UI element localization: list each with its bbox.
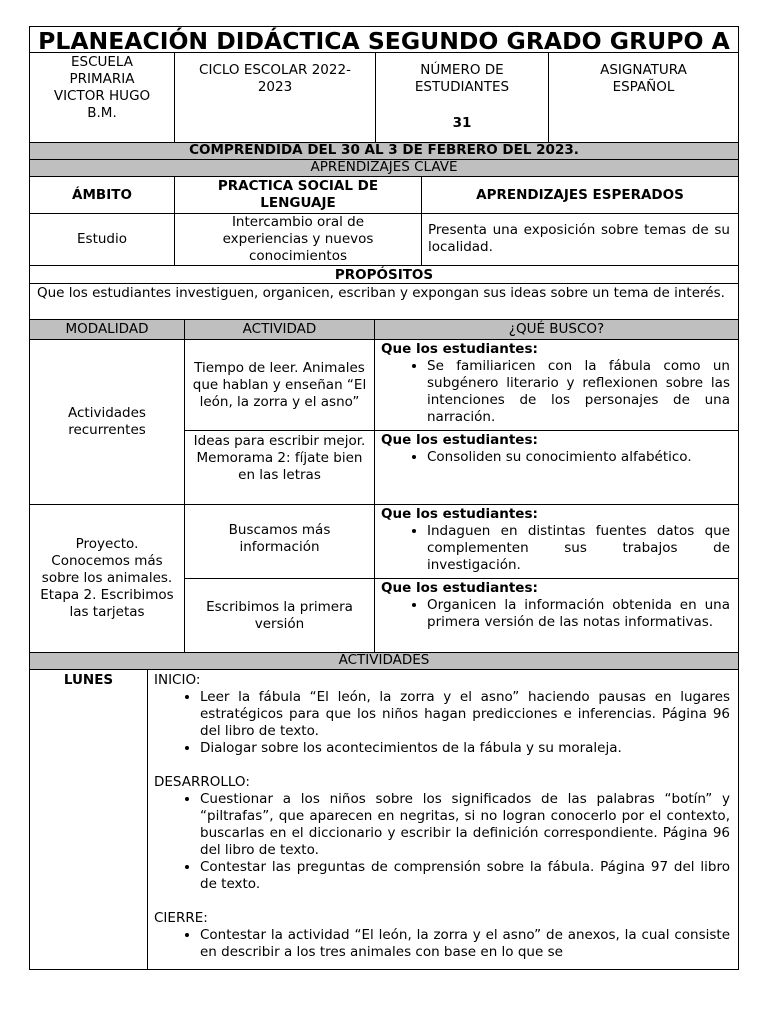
practica-value: Intercambio oral de experiencias y nuevos conocimientos [222,214,374,264]
busco-list [381,358,730,426]
actividad-header-label: ACTIVIDAD [242,321,317,337]
students-cell [376,53,549,142]
esperados-cell [422,214,738,265]
modalidad-value: Proyecto. Conocemos más sobre los animales. Etapa 2. Escribimos las tarjetas [40,536,174,620]
busco-list [381,597,730,631]
busco-header [375,320,738,339]
document-title: PLANEACIÓN DIDÁCTICA SEGUNDO GRADO GRUPO A [38,27,730,55]
school-cell [30,53,175,142]
busco-item: • Consoliden su conocimiento alfabético. [427,449,730,466]
busco-list [381,523,730,574]
busco-item: • Organicen la información obtenida en una primera versión de las notas informativas. [427,597,730,631]
actividad-value: Buscamos más información [228,522,331,555]
school-cycle: CICLO ESCOLAR 2022-2023 [199,62,351,95]
key-learning-content-row [29,214,739,266]
inicio-list [154,689,730,757]
busco-list [381,449,730,466]
ambito-cell [30,214,175,265]
modalidad-header-label: MODALIDAD [65,321,149,337]
practica-header-label: PRACTICA SOCIAL DE LENGUAJE [217,178,379,211]
day-label: LUNES [63,672,114,688]
activities-heading: ACTIVIDADES [338,652,430,668]
purposes-text: Que los estudiantes investiguen, organicen, escriban y expongan sus ideas sobre un tema de interés. [37,285,725,301]
activity-group-recurrent [29,340,739,505]
busco-item: • Se familiaricen con la fábula como un subgénero literario y reflexionen sobre las intenciones de los personajes de una narración. [427,358,730,426]
desarrollo-label: DESARROLLO: [154,774,250,790]
modalidad-header [30,320,185,339]
title-row [29,26,739,53]
school-name: ESCUELA PRIMARIA VICTOR HUGO B.M. [53,54,151,121]
ambito-header-label: ÁMBITO [72,186,132,203]
actividad-cell [185,505,375,578]
modalidad-cell [30,340,185,504]
day-content [148,670,738,969]
day-row [29,670,739,970]
busco-cell [375,340,738,430]
busco-header-label: ¿QUÉ BUSCO? [508,321,605,337]
purposes-heading: PROPÓSITOS [334,267,434,283]
day-cell [30,670,148,969]
actividad-value: Tiempo de leer. Animales que hablan y enseñan “El león, la zorra y el asno” [192,359,367,410]
practica-cell [175,214,422,265]
busco-cell [375,431,738,504]
key-learning-heading: APRENDIZAJES CLAVE [310,159,458,175]
period-row [29,143,739,160]
busco-lead: Que los estudiantes: [381,432,538,448]
ambito-header [30,177,175,213]
modalidad-value: Actividades recurrentes [68,405,146,438]
purposes-heading-row [29,266,739,284]
activities-table-header [29,320,739,340]
inicio-item: • Dialogar sobre los acontecimientos de la fábula y su moraleja. [200,740,730,757]
practica-header [175,177,422,213]
esperados-value: Presenta una exposición sobre temas de su localidad. [428,222,730,255]
actividad-header [185,320,375,339]
cierre-list [154,927,730,961]
actividad-cell [185,431,375,504]
purposes-text-row [29,284,739,320]
desarrollo-item: • Contestar las preguntas de comprensión sobre la fábula. Página 97 del libro de texto. [200,859,730,893]
info-row [29,53,739,143]
cierre-label: CIERRE: [154,910,208,926]
students-count: 31 [452,115,472,131]
cierre-item: • Contestar la actividad “El león, la zorra y el asno” de anexos, la cual consiste en describir a los tres animales con base en lo que se [200,927,730,961]
ambito-value: Estudio [77,231,127,247]
busco-lead: Que los estudiantes: [381,580,538,596]
period-text: COMPRENDIDA DEL 30 AL 3 DE FEBRERO DEL 2023. [189,142,579,158]
actividad-value: Escribimos la primera versión [206,599,353,632]
inicio-label: INICIO: [154,672,201,688]
busco-cell [375,579,738,652]
modalidad-cell [30,505,185,652]
busco-lead: Que los estudiantes: [381,341,538,357]
desarrollo-item: • Cuestionar a los niños sobre los significados de las palabras “botín” y “piltrafas”, que aparecen en negritas, si no logran conocerlo por el contexto, buscarlas en el diccionario y escribir la definición correspondiente. Página 96 del libro de texto. [200,791,730,859]
inicio-item: • Leer la fábula “El león, la zorra y el asno” haciendo pausas en lugares estratégicos para que los niños hagan predicciones e inferencias. Página 96 del libro de texto. [200,689,730,740]
activities-heading-row [29,653,739,670]
actividad-value: Ideas para escribir mejor. Memorama 2: fíjate bien en las letras [193,433,366,483]
busco-lead: Que los estudiantes: [381,506,538,522]
planning-document [29,26,739,970]
busco-cell [375,505,738,578]
activity-group-project [29,505,739,653]
subject-cell [549,53,738,142]
esperados-header [422,177,738,213]
busco-item: • Indaguen en distintas fuentes datos que complementen sus trabajos de investigación. [427,523,730,574]
esperados-header-label: APRENDIZAJES ESPERADOS [476,186,684,203]
cycle-cell [175,53,376,142]
actividad-cell [185,579,375,652]
actividad-cell [185,340,375,430]
key-learning-heading-row [29,160,739,177]
students-label: NÚMERO DE ESTUDIANTES [414,62,510,95]
desarrollo-list [154,791,730,893]
subject-name: ASIGNATURA ESPAÑOL [600,62,687,95]
key-learning-header-row [29,177,739,214]
